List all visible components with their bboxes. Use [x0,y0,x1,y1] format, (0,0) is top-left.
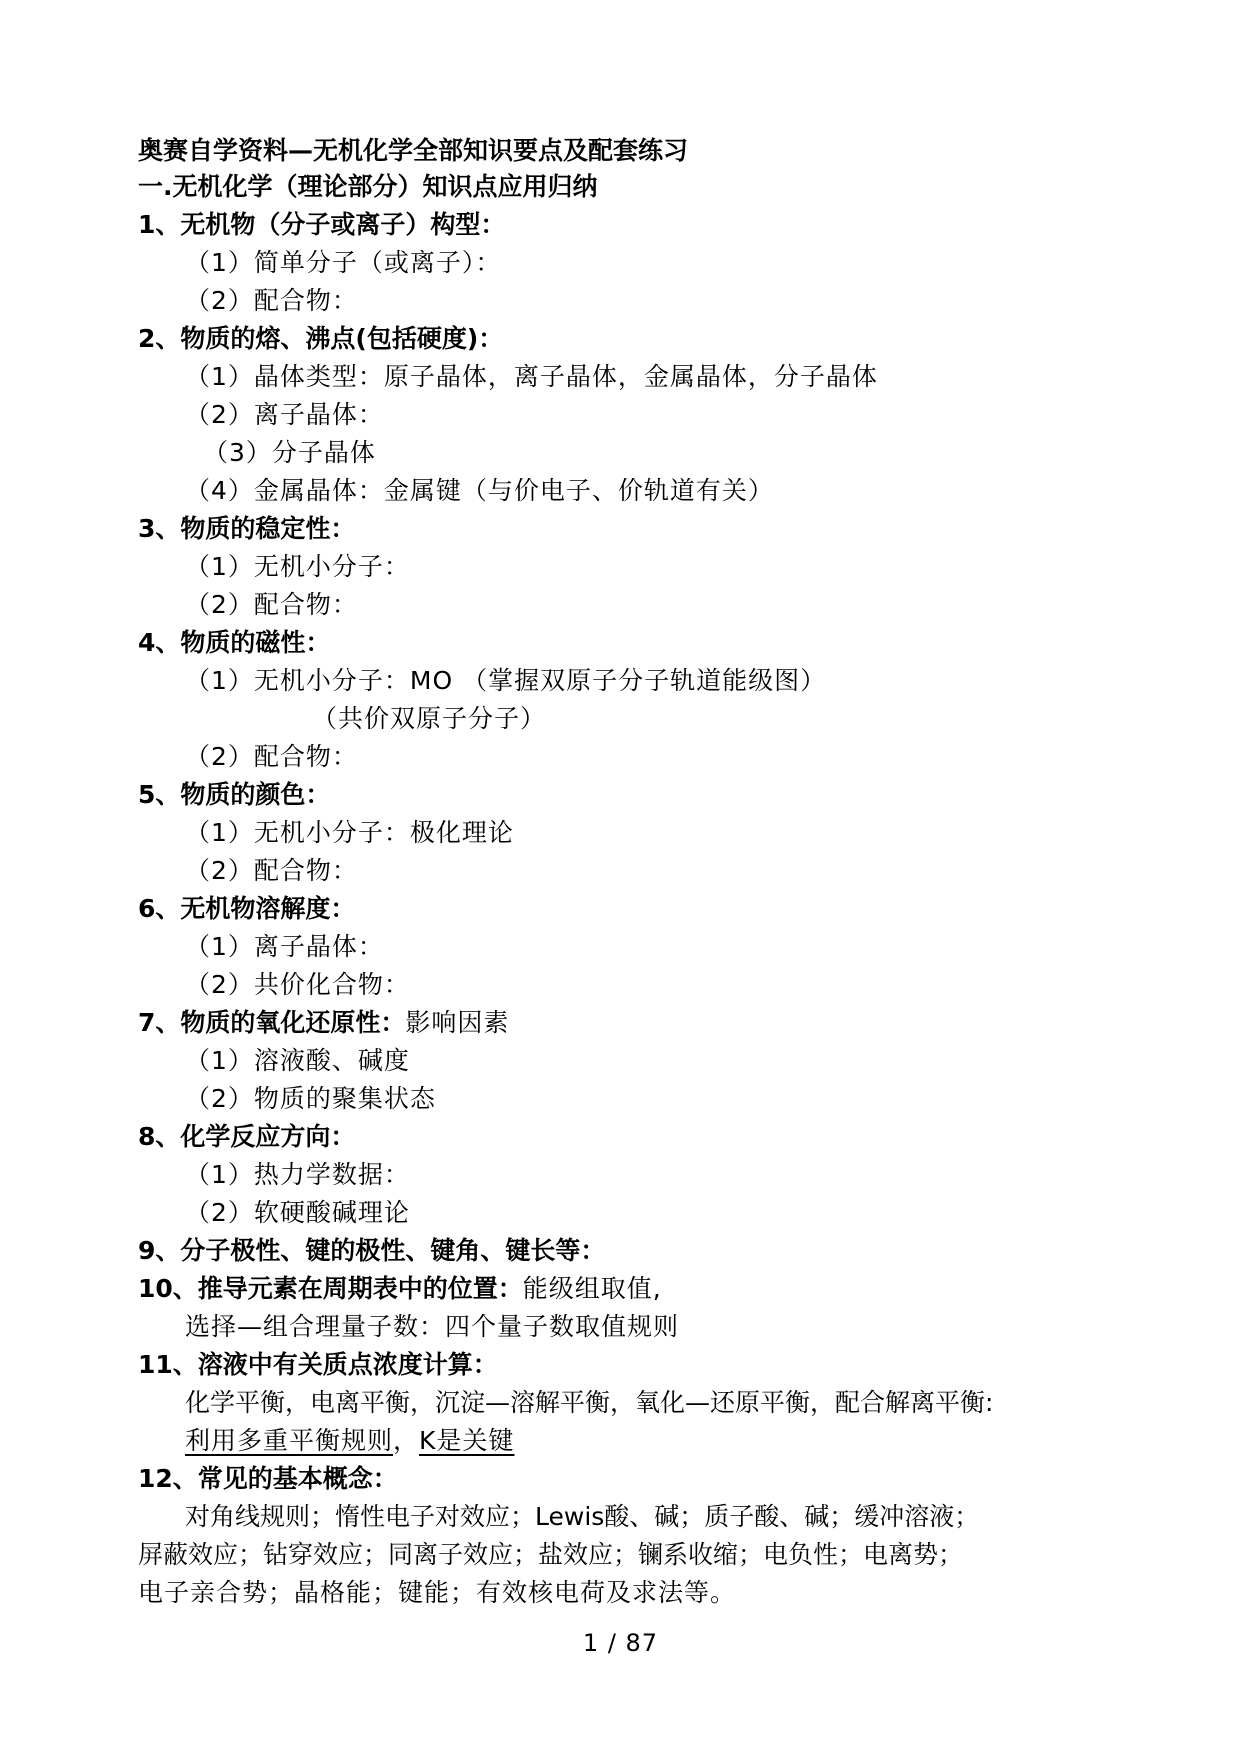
section-item: （2）配合物： [185,742,358,771]
section-heading: 3、物质的稳定性： [138,514,356,543]
section-heading-line [138,1006,509,1041]
section-text-line [185,1424,514,1458]
section-item: （共价双原子分子） [312,704,547,733]
document-title: 奥赛自学资料—无机化学全部知识要点及配套练习 [138,136,689,165]
section-item: （1）无机小分子： [185,552,410,581]
section-text: 对角线规则；惰性电子对效应；Lewis酸、碱；质子酸、碱；缓冲溶液； [185,1502,980,1531]
section-item: （1）溶液酸、碱度 [185,1046,410,1075]
section-heading: 2、物质的熔、沸点(包括硬度)： [138,324,504,353]
section-heading: 11、溶液中有关质点浓度计算： [138,1350,498,1379]
section-item: （3）分子晶体 [203,438,376,467]
separator: ， [393,1426,420,1455]
section-text: 屏蔽效应；钻穿效应；同离子效应；盐效应；镧系收缩；电负性；电离势； [138,1540,964,1569]
section-heading: 4、物质的磁性： [138,628,331,657]
section-item: （2）配合物： [185,856,358,885]
underlined-text: 利用多重平衡规则 [185,1426,394,1455]
section-item: （1）离子晶体： [185,932,384,961]
page-number: 1 / 87 [582,1629,659,1657]
section-heading: 12、常见的基本概念： [138,1464,398,1493]
section-item: （2）软硬酸碱理论 [185,1198,410,1227]
section-heading: 9、分子极性、键的极性、键角、键长等： [138,1236,606,1265]
section-text: 选择—组合理量子数：四个量子数取值规则 [185,1312,680,1341]
part-title: 一.无机化学（理论部分）知识点应用归纳 [138,172,598,201]
section-heading-suffix: 能级组取值, [522,1274,662,1303]
section-heading: 10、推导元素在周期表中的位置： [138,1274,523,1303]
section-heading: 7、物质的氧化还原性： [138,1008,406,1037]
section-heading: 8、化学反应方向： [138,1122,356,1151]
section-item: （2）物质的聚集状态 [185,1084,436,1113]
section-item: （1）简单分子（或离子）： [185,248,502,277]
section-item: （1）热力学数据： [185,1160,410,1189]
section-item: （1）晶体类型：原子晶体，离子晶体，金属晶体，分子晶体 [185,362,878,391]
section-item: （2）共价化合物： [185,970,410,999]
section-item: （4）金属晶体：金属键（与价电子、价轨道有关） [185,476,774,505]
section-item: （2）配合物： [185,590,358,619]
section-text: 化学平衡，电离平衡，沉淀—溶解平衡，氧化—还原平衡，配合解离平衡: [185,1388,994,1417]
section-heading-suffix: 影响因素 [405,1008,510,1037]
underlined-text: K是关键 [419,1426,515,1455]
section-heading: 1、无机物（分子或离子）构型： [138,210,506,239]
section-item: （2）离子晶体： [185,400,384,429]
section-heading: 6、无机物溶解度： [138,894,356,923]
section-heading-line [138,1272,662,1307]
section-text: 电子亲合势；晶格能；键能；有效核电荷及求法等。 [138,1578,737,1607]
section-item: （1）无机小分子：MO （掌握双原子分子轨道能级图） [185,666,827,695]
section-item: （2）配合物： [185,286,358,315]
section-heading: 5、物质的颜色： [138,780,331,809]
section-item: （1）无机小分子：极化理论 [185,818,514,847]
